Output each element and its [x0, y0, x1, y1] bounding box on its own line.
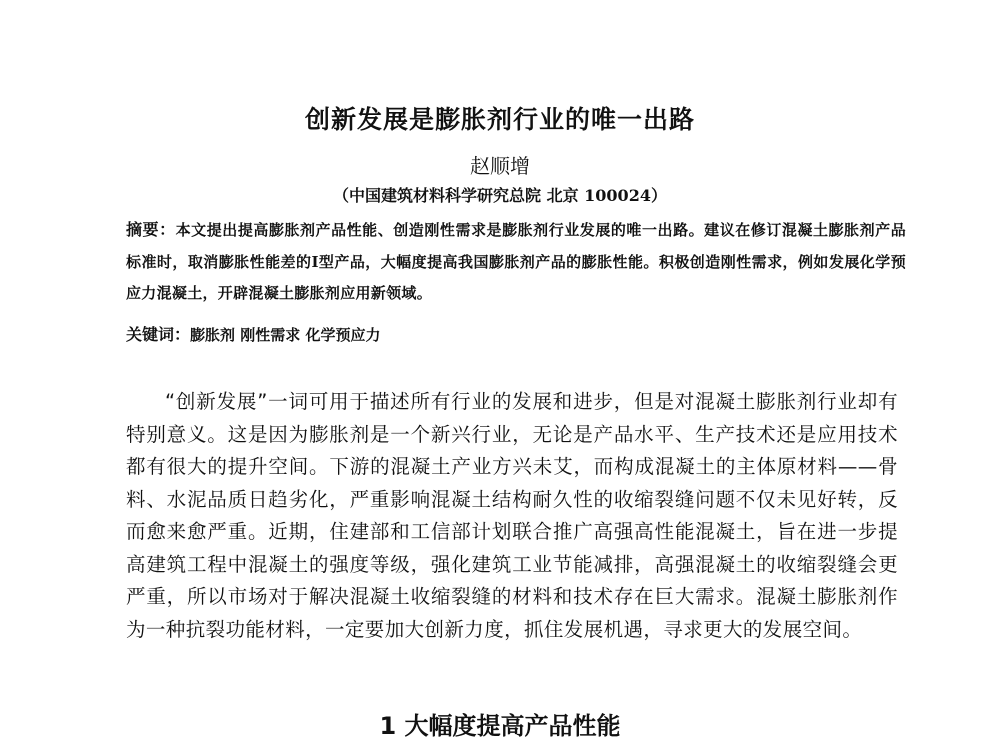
- abstract-text: 本文提出提高膨胀剂产品性能、创造刚性需求是膨胀剂行业发展的唯一出路。建议在修订混凝土膨胀剂产品标准时，取消膨胀性能差的Ⅰ型产品，大幅度提高我国膨胀剂产品的膨胀性能。积极创造刚性需求，例如发展化学预应力混凝土，开辟混凝土膨胀剂应用新领域。: [126, 221, 906, 302]
- abstract: [126, 214, 906, 310]
- section-heading: 1 大幅度提高产品性能: [379, 712, 621, 740]
- abstract-label: 摘要：: [126, 220, 176, 239]
- keywords-text: 膨胀剂 刚性需求 化学预应力: [190, 326, 381, 344]
- body-paragraph: “创新发展”一词可用于描述所有行业的发展和进步，但是对混凝土膨胀剂行业却有特别意义。这是因为膨胀剂是一个新兴行业，无论是产品水平、生产技术还是应用技术都有很大的提升空间。下游的混凝土产业方兴未艾，而构成混凝土的主体原材料——骨料、水泥品质日趋劣化，严重影响混凝土结构耐久性的收缩裂缝问题不仅未见好转，反而愈来愈严重。近期，住建部和工信部计划联合推广高强高性能混凝土，旨在进一步提高建筑工程中混凝土的强度等级，强化建筑工业节能减排，高强混凝土的收缩裂缝会更严重，所以市场对于解决混凝土收缩裂缝的材料和技术存在巨大需求。混凝土膨胀剂作为一种抗裂功能材料，一定要加大创新力度，抓住发展机遇，寻求更大的发展空间。: [126, 390, 898, 641]
- author-affiliation: （中国建筑材料科学研究总院 北京 100024）: [333, 186, 667, 205]
- keywords-label: 关键词：: [126, 325, 191, 344]
- author-name: 赵顺增: [470, 154, 530, 178]
- keywords: [126, 322, 906, 345]
- paper-title: 创新发展是膨胀剂行业的唯一出路: [304, 105, 695, 134]
